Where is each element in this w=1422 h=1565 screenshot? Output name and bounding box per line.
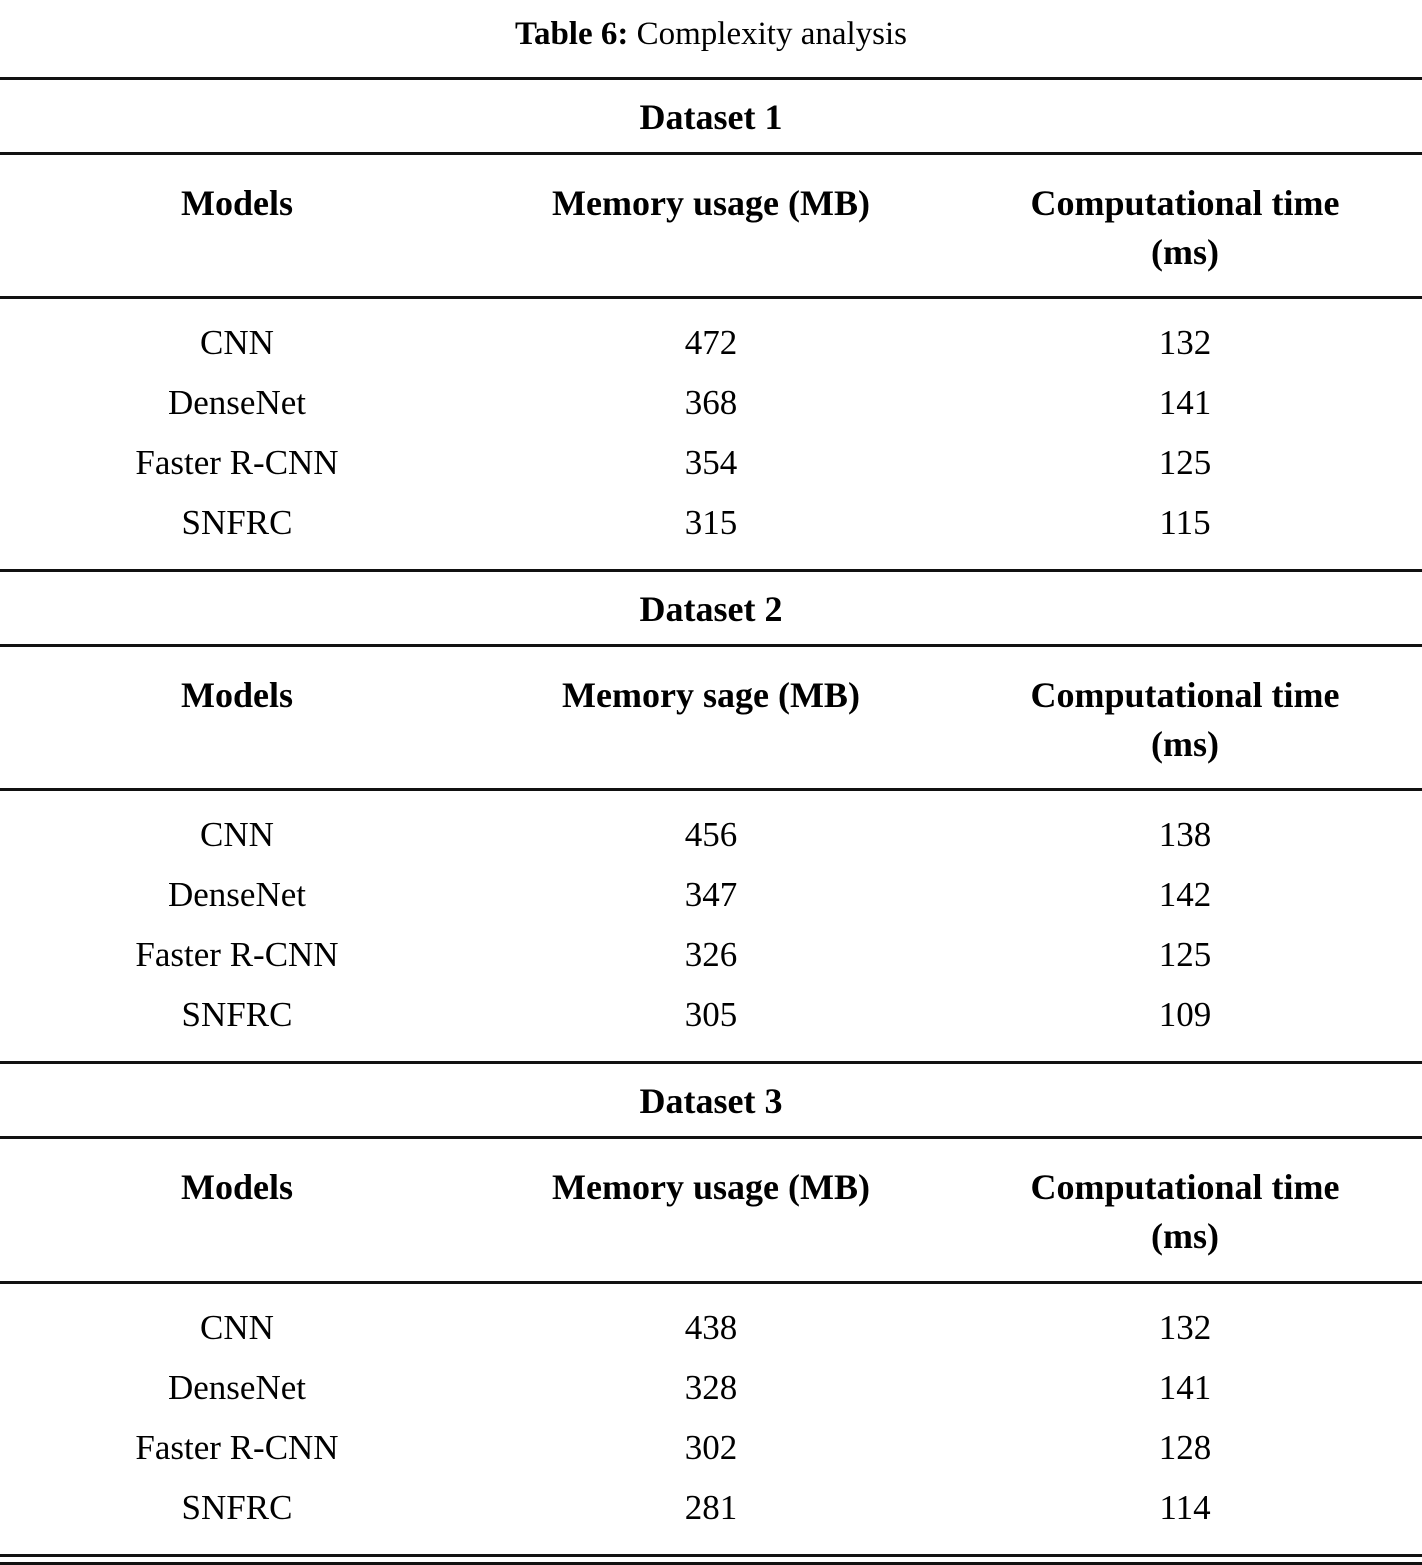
table-row: [0, 433, 1422, 493]
model-cell: Faster R-CNN: [135, 443, 339, 483]
section-heading-dataset-1: Dataset 1: [639, 97, 783, 137]
column-header-row: [0, 155, 1422, 296]
time-cell: 109: [1158, 995, 1212, 1035]
model-cell: CNN: [200, 1307, 274, 1347]
memory-cell: 305: [684, 995, 738, 1035]
model-cell: DenseNet: [167, 1367, 306, 1407]
memory-cell: 326: [684, 935, 738, 975]
column-header-time-line2: (ms): [1151, 723, 1219, 764]
column-header-models: Models: [181, 1167, 293, 1208]
model-cell: Faster R-CNN: [135, 935, 339, 975]
time-cell: 115: [1159, 503, 1211, 543]
table-row: [0, 1478, 1422, 1538]
memory-cell: 456: [684, 815, 738, 855]
section-heading-dataset-2: Dataset 2: [639, 589, 783, 630]
memory-cell: 315: [684, 503, 738, 543]
memory-cell: 302: [684, 1427, 738, 1467]
column-header-models: Models: [181, 183, 293, 223]
memory-cell: 368: [684, 383, 738, 423]
time-cell: 132: [1158, 323, 1212, 363]
memory-cell: 347: [684, 875, 738, 915]
table-row: [0, 1358, 1422, 1418]
model-cell: SNFRC: [181, 503, 293, 543]
data-rows-dataset-1: [0, 299, 1422, 569]
memory-cell: 281: [684, 1487, 738, 1527]
data-rows-dataset-3: [0, 1284, 1422, 1554]
table-row: [0, 313, 1422, 373]
table-caption-text: Complexity analysis: [628, 16, 908, 52]
time-cell: 138: [1158, 815, 1212, 855]
time-cell: 128: [1158, 1427, 1212, 1467]
column-header-time-line1: Computational time: [1030, 183, 1340, 223]
table-row: [0, 805, 1422, 865]
model-cell: Faster R-CNN: [135, 1427, 339, 1467]
table-row: [0, 493, 1422, 553]
column-header-time-line1: Computational time: [1030, 675, 1340, 716]
table-row: [0, 925, 1422, 985]
column-header-memory: Memory sage (MB): [562, 675, 860, 716]
time-cell: 141: [1158, 1367, 1212, 1407]
column-header-time-line1: Computational time: [1030, 1167, 1340, 1208]
column-header-time: [948, 661, 1422, 778]
column-header-row: [0, 647, 1422, 788]
model-cell: CNN: [200, 815, 274, 855]
column-header-models: Models: [181, 675, 293, 716]
column-header-time: [948, 1153, 1422, 1270]
section-heading-dataset-3: Dataset 3: [639, 1081, 783, 1122]
data-rows-dataset-2: [0, 791, 1422, 1061]
column-header-memory: Memory usage (MB): [552, 1167, 870, 1208]
time-cell: 125: [1158, 443, 1212, 483]
model-cell: DenseNet: [167, 383, 306, 423]
column-header-time-line2: (ms): [1151, 1215, 1219, 1256]
table-caption-label: Table 6:: [514, 16, 629, 52]
memory-cell: 438: [684, 1307, 738, 1347]
model-cell: CNN: [200, 323, 274, 363]
memory-cell: 472: [684, 323, 738, 363]
table-row: [0, 1418, 1422, 1478]
column-header-memory: Memory usage (MB): [552, 183, 870, 223]
time-cell: 142: [1158, 875, 1212, 915]
time-cell: 125: [1158, 935, 1212, 975]
model-cell: SNFRC: [181, 1487, 293, 1527]
table-row: [0, 865, 1422, 925]
model-cell: SNFRC: [181, 995, 293, 1035]
table-row: [0, 373, 1422, 433]
column-header-row: [0, 1139, 1422, 1280]
memory-cell: 354: [684, 443, 738, 483]
rule: [0, 1562, 1422, 1565]
table-caption: [0, 0, 1422, 77]
column-header-time-line2: (ms): [1151, 231, 1219, 272]
table-row: [0, 985, 1422, 1045]
time-cell: 141: [1158, 383, 1212, 423]
table-row: [0, 1298, 1422, 1358]
memory-cell: 328: [684, 1367, 738, 1407]
time-cell: 114: [1159, 1487, 1211, 1527]
time-cell: 132: [1158, 1307, 1212, 1347]
model-cell: DenseNet: [167, 875, 306, 915]
column-header-time: [948, 169, 1422, 286]
